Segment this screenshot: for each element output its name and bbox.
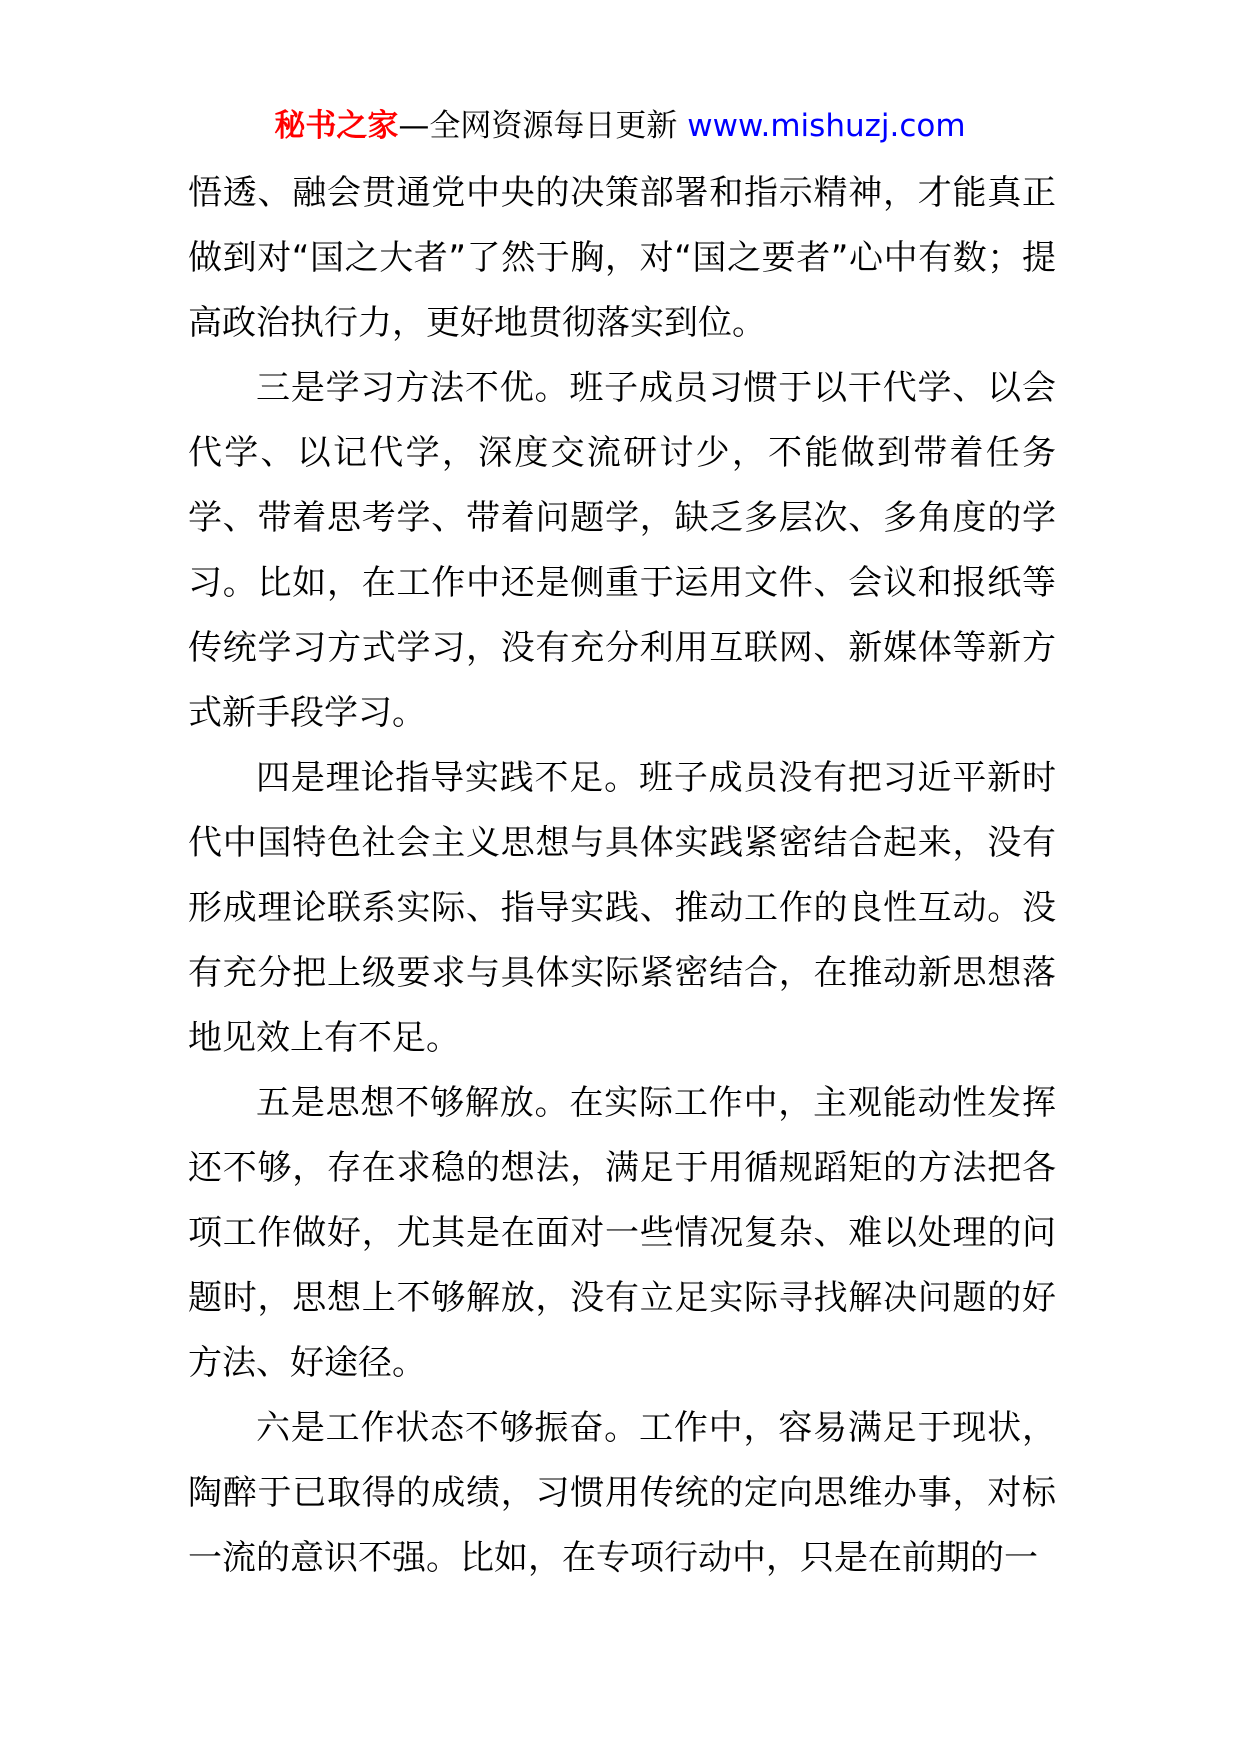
paragraph-theory-practice: 四是理论指导实践不足。班子成员没有把习近平新时代中国特色社会主义思想与具体实践紧密结合起来，没有形成理论联系实际、指导实践、推动工作的良性互动。没有充分把上级要求与具体实际紧密结合，在推动新思想落地见效上有不足。: [188, 758, 1056, 1058]
header-brand: 秘书之家: [274, 108, 399, 144]
header-url-link[interactable]: www.mishuzj.com: [687, 108, 966, 144]
paragraph-continuation: 悟透、融会贯通党中央的决策部署和指示精神，才能真正做到对“国之大者”了然于胸，对“国之要者”心中有数；提高政治执行力，更好地贯彻落实到位。: [188, 173, 1056, 343]
document-body: [188, 161, 1056, 1591]
paragraph-work-state: 六是工作状态不够振奋。工作中，容易满足于现状，陶醉于已取得的成绩，习惯用传统的定向思维办事，对标一流的意识不强。比如，在专项行动中，只是在前期的一: [188, 1408, 1056, 1578]
paragraph-mindset: 五是思想不够解放。在实际工作中，主观能动性发挥还不够，存在求稳的想法，满足于用循规蹈矩的方法把各项工作做好，尤其是在面对一些情况复杂、难以处理的问题时，思想上不够解放，没有立足实际寻找解决问题的好方法、好途径。: [188, 1083, 1056, 1383]
paragraph-study-method: 三是学习方法不优。班子成员习惯于以干代学、以会代学、以记代学，深度交流研讨少，不能做到带着任务学、带着思考学、带着问题学，缺乏多层次、多角度的学习。比如，在工作中还是侧重于运用文件、会议和报纸等传统学习方式学习，没有充分利用互联网、新媒体等新方式新手段学习。: [188, 368, 1056, 733]
page-header: [0, 104, 1240, 148]
header-tagline: —全网资源每日更新: [398, 108, 688, 144]
